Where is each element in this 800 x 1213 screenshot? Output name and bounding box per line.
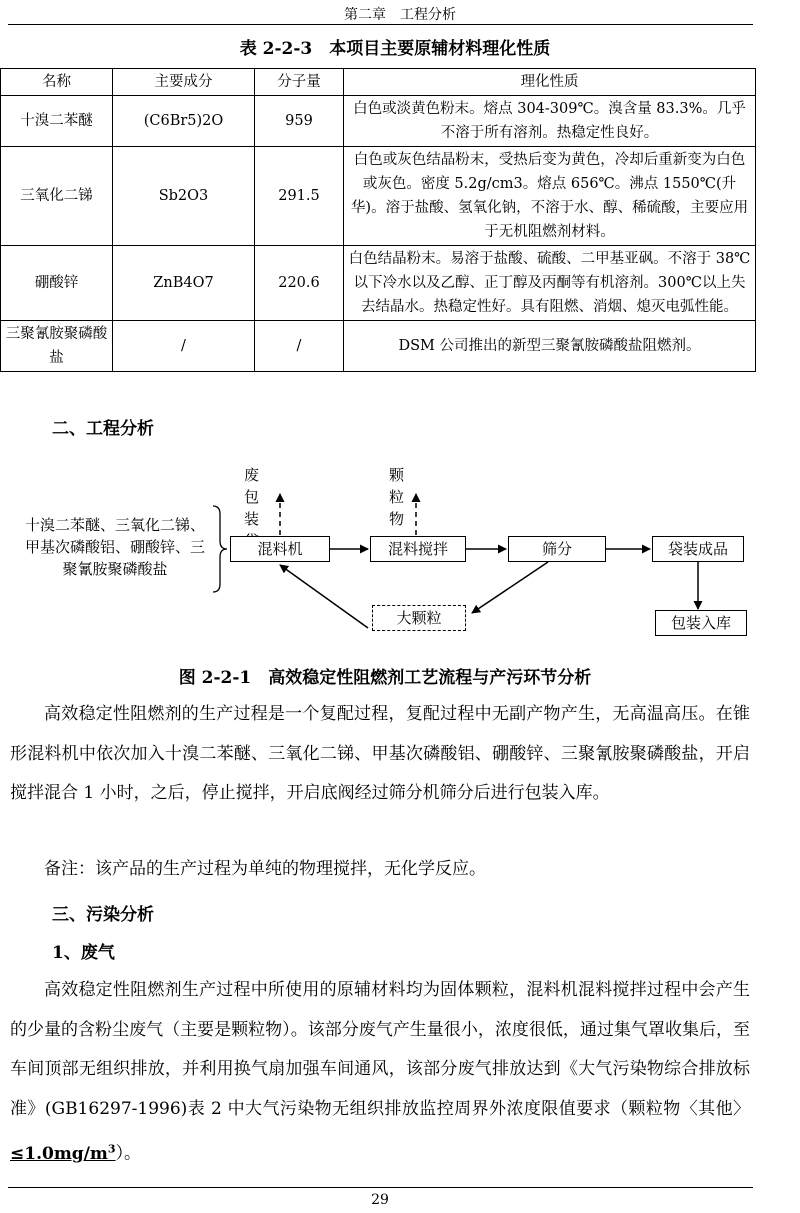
waste-bag-label: 废包装 (244, 466, 260, 528)
section-heading-pollution: 三、污染分析 (52, 905, 154, 925)
subsection-heading-exhaust: 1、废气 (52, 943, 115, 963)
material-props: DSM 公司推出的新型三聚氰胺磷酸盐阻燃剂。 (344, 321, 756, 372)
material-mw: 959 (255, 96, 344, 147)
material-component: (C6Br5)2O (113, 96, 255, 147)
particulate-label: 颗粒物 (389, 466, 405, 528)
input-brace (213, 506, 227, 592)
footer-rule (8, 1187, 753, 1188)
exhaust-text: 高效稳定性阻燃剂生产过程中所使用的原辅材料均为固体颗粒，混料机混料搅拌过程中会产生的少量的含粉尘废气（主要是颗粒物）。该部分废气产生量很小，浓度很低，通过集气罩收集后，至车间顶部无组织排放，并利用换气扇加强车间通风，该部分废气排放达到《大气污染物综合排放标准》(GB16297-1996)表 2 中大气污染物无组织排放监控周界外浓度限值要求（颗粒物〈其他〉 (10, 980, 750, 1119)
figure-caption: 图 2-2-1 高效稳定性阻燃剂工艺流程与产污环节分析 (178, 668, 592, 688)
material-mw: / (255, 321, 344, 372)
bagging-box: 袋装成品 (652, 536, 744, 562)
header-rule (8, 24, 753, 25)
sieving-box: 筛分 (508, 536, 606, 562)
materials-table (0, 68, 756, 372)
table-row (1, 321, 756, 372)
material-component: Sb2O3 (113, 147, 255, 246)
material-name: 硼酸锌 (1, 246, 113, 321)
large-particles-box: 大颗粒 (372, 605, 466, 631)
arrow-sieving-to-large-particles (472, 562, 548, 613)
table-row (1, 147, 756, 246)
mixer-box: 混料机 (230, 536, 330, 562)
material-props: 白色或灰色结晶粉末，受热后变为黄色，冷却后重新变为白色或灰色。密度 5.2g/cm3。熔点 656℃。沸点 1550℃(升华)。溶于盐酸、氢氧化钠，不溶于水、醇、稀硫酸，主要应用于无机阻燃剂材料。 (344, 147, 756, 246)
exhaust-limit-sup: 3 (107, 1142, 116, 1155)
input-materials: 十溴二苯醚、三氧化二锑、甲基次磷酸铝、硼酸锌、三聚氰胺聚磷酸盐 (24, 516, 205, 578)
storage-box: 包装入库 (655, 610, 747, 636)
material-props: 白色结晶粉末。易溶于盐酸、硫酸、二甲基亚砜。不溶于 38℃以下冷水以及乙醇、正丁醇及丙酮等有机溶剂。300℃以上失去结晶水。热稳定性好。具有阻燃、消烟、熄灭电弧性能。 (344, 246, 756, 321)
exhaust-limit-value: ≤1.0mg/m (10, 1143, 108, 1164)
material-name: 三聚氰胺聚磷酸盐 (1, 321, 113, 372)
table-row (1, 246, 756, 321)
column-header: 理化性质 (344, 69, 756, 96)
column-header: 分子量 (255, 69, 344, 96)
exhaust-limit (10, 1144, 116, 1164)
table-title: 表 2-2-3 本项目主要原辅材料理化性质 (239, 39, 551, 59)
column-header: 名称 (1, 69, 113, 96)
material-name: 十溴二苯醚 (1, 96, 113, 147)
page-header: 第二章 工程分析 (344, 7, 456, 23)
note-paragraph: 备注：该产品的生产过程为单纯的物理搅拌，无化学反应。 (44, 859, 486, 879)
process-paragraph: 高效稳定性阻燃剂的生产过程是一个复配过程，复配过程中无副产物产生，无高温高压。在锥形混料机中依次加入十溴二苯醚、三氧化二锑、甲基次磷酸铝、硼酸锌、三聚氰胺聚磷酸盐，开启搅拌混合 1 小时，之后，停止搅拌，开启底阀经过筛分机筛分后进行包装入库。 (10, 704, 750, 803)
section-heading-engineering: 二、工程分析 (52, 419, 154, 439)
material-component: ZnB4O7 (113, 246, 255, 321)
table-row (1, 96, 756, 147)
column-header: 主要成分 (113, 69, 255, 96)
stirring-box: 混料搅拌 (370, 536, 466, 562)
page-number: 29 (371, 1192, 389, 1208)
exhaust-paragraph (10, 971, 750, 1174)
table-header-row (1, 69, 756, 96)
material-props: 白色或淡黄色粉末。熔点 304-309℃。溴含量 83.3%。几乎不溶于所有溶剂。热稳定性良好。 (344, 96, 756, 147)
material-mw: 291.5 (255, 147, 344, 246)
material-component: / (113, 321, 255, 372)
exhaust-end: ）。 (115, 1143, 142, 1164)
material-name: 三氧化二锑 (1, 147, 113, 246)
arrow-large-particles-to-mixer (280, 565, 368, 628)
material-mw: 220.6 (255, 246, 344, 321)
